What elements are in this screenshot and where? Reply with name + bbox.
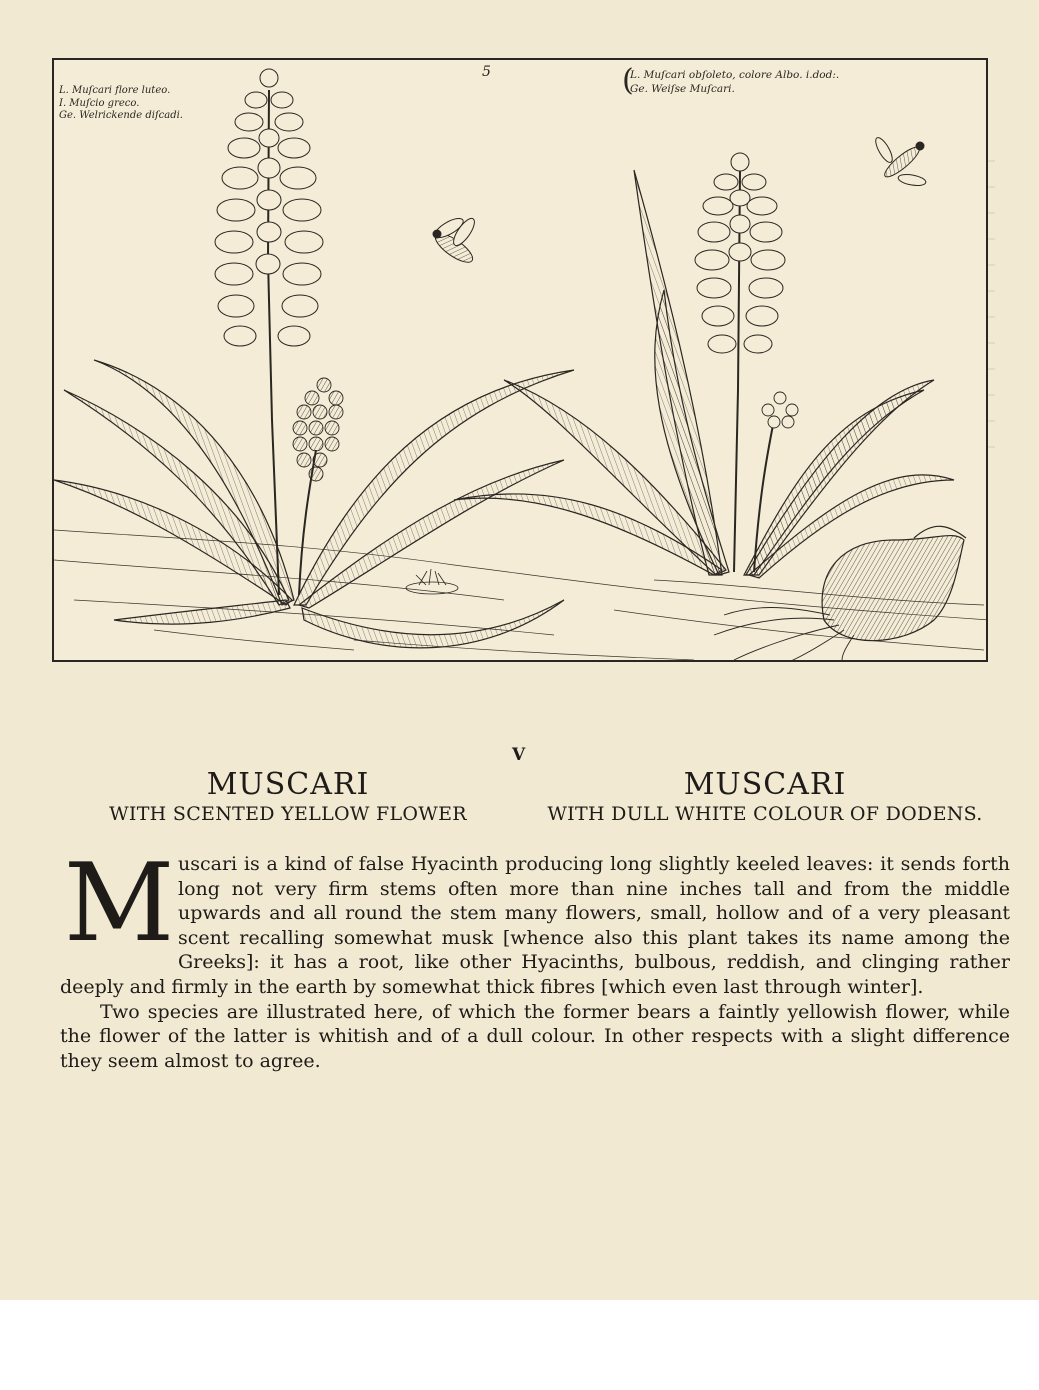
- paragraph-description: uscari is a kind of false Hyacinth producing long slightly keeled leaves: it sends forth long not very firm stems often more than nine inches tall and from the middle upwards and all round the stem many flowers, small, hollow and of a very pleasant scent recalling somewhat musk [whence also this plant takes its name among the Greeks]: it has a root, like other Hyacinths, bulbous, reddish, and clinging rather deeply and firmly in the earth by somewhat thick fibres [which even last through winter].: [60, 853, 1010, 998]
- body-text: [60, 841, 1010, 1073]
- plate-label-left: [59, 85, 183, 123]
- right-small-cluster: [762, 392, 798, 428]
- label-right-latin: L. Muſcari obſoleto, colore Albo. i.dod:.: [630, 69, 840, 81]
- species-heading-left: [60, 768, 516, 826]
- species-subtitle: WITH DULL WHITE COLOUR OF DODENS.: [547, 803, 983, 825]
- label-brace: (: [622, 63, 634, 98]
- plate-engraving: [54, 60, 988, 662]
- label-left-latin: L. Muſcari flore luteo.: [59, 85, 171, 96]
- fly-left: [431, 215, 478, 267]
- paragraph-species: Two species are illustrated here, of which the former bears a faintly yellowish flower, while the flower of the latter is whitish and of a dull colour. In other respects with a slight difference they seem almost to agree.: [60, 1000, 1010, 1072]
- grass-tuft: [406, 569, 458, 594]
- plate-number: 5: [482, 64, 491, 80]
- drop-cap: M: [63, 841, 175, 966]
- species-title: MUSCARI: [683, 767, 847, 802]
- label-left-italian: I. Muſcio greco.: [59, 97, 140, 109]
- plate-label-right: [622, 63, 840, 98]
- section-numeral: V: [512, 745, 526, 765]
- botanical-plate: [52, 58, 988, 662]
- species-title: MUSCARI: [206, 767, 370, 802]
- species-subtitle: WITH SCENTED YELLOW FLOWER: [109, 803, 467, 825]
- label-right-german: Ge. Weiſse Muſcari.: [630, 83, 735, 95]
- bulb: [714, 526, 966, 662]
- fly-right: [873, 135, 927, 187]
- left-small-cluster: [293, 378, 343, 481]
- label-left-german: Ge. Welrickende diſcadi.: [59, 110, 183, 121]
- species-heading-right: [520, 768, 1010, 826]
